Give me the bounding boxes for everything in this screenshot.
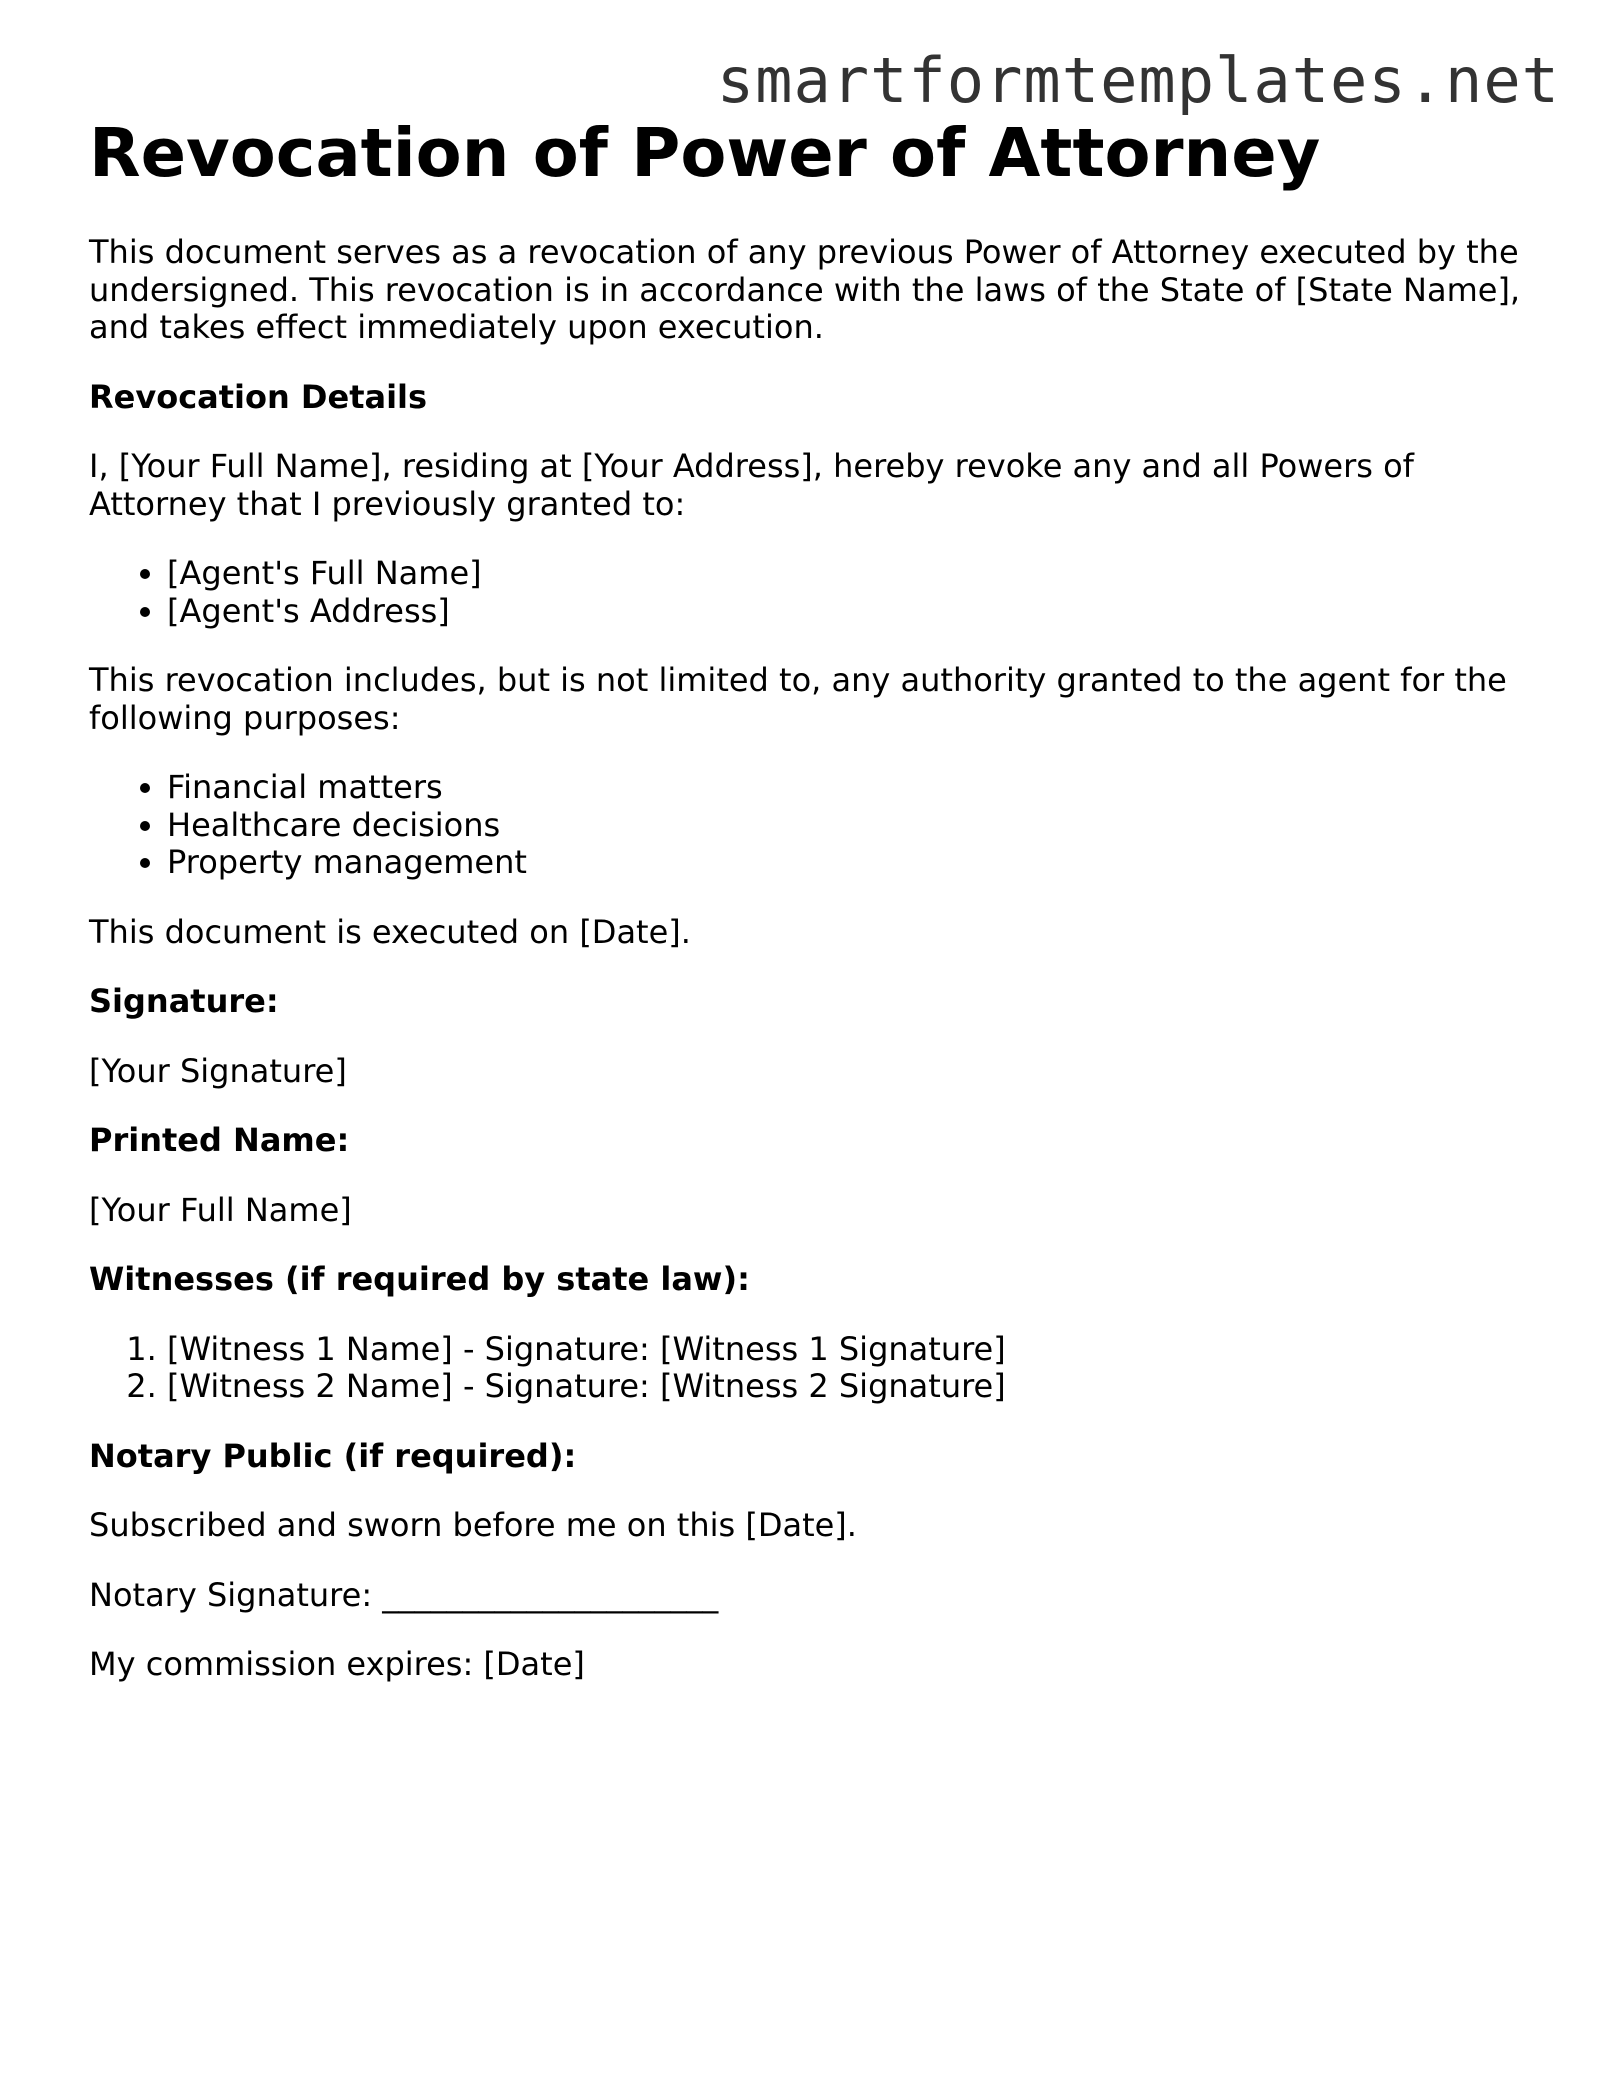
document-title: Revocation of Power of Attorney <box>89 114 1321 192</box>
notary-sworn-text: Subscribed and sworn before me on this [Date]. <box>89 1506 857 1545</box>
signature-value: [Your Signature] <box>89 1051 347 1090</box>
watermark: smartformtemplates.net <box>716 44 1560 117</box>
revocation-details-heading: Revocation Details <box>89 377 428 416</box>
purpose-item-property: • Property management <box>167 844 1529 882</box>
commission-expires-text: My commission expires: [Date] <box>89 1645 585 1684</box>
revocation-paragraph: I, [Your Full Name], residing at [Your Address], hereby revoke any and all Powers of Attorney that I previously granted to: <box>89 447 1414 523</box>
agent-name-item: • [Agent's Full Name] <box>167 555 1529 593</box>
document-page <box>89 115 1529 1684</box>
signature-heading: Signature: <box>89 982 279 1021</box>
purpose-item-financial: • Financial matters <box>167 769 1529 807</box>
witnesses-heading: Witnesses (if required by state law): <box>89 1260 750 1299</box>
intro-paragraph: This document serves as a revocation of any previous Power of Attorney executed by the undersigned. This revocation is in accordance with the laws of the State of [State Name], and takes effect immediately upon execution. <box>89 233 1521 347</box>
purpose-list <box>89 769 1529 882</box>
printed-name-heading: Printed Name: <box>89 1121 350 1160</box>
agent-list <box>89 555 1529 630</box>
witness-1-item: 1. [Witness 1 Name] - Signature: [Witness 1 Signature] <box>167 1331 1529 1369</box>
notary-heading: Notary Public (if required): <box>89 1436 577 1475</box>
purpose-item-healthcare: • Healthcare decisions <box>167 807 1529 845</box>
witness-2-item: 2. [Witness 2 Name] - Signature: [Witness 2 Signature] <box>167 1368 1529 1406</box>
executed-date-paragraph: This document is executed on [Date]. <box>89 912 691 951</box>
notary-signature-line: Notary Signature: _____________________ <box>89 1575 719 1614</box>
scope-paragraph: This revocation includes, but is not limited to, any authority granted to the agent for the following purposes: <box>89 661 1507 737</box>
printed-name-value: [Your Full Name] <box>89 1190 352 1229</box>
witness-list <box>89 1331 1529 1406</box>
agent-address-item: • [Agent's Address] <box>167 593 1529 631</box>
